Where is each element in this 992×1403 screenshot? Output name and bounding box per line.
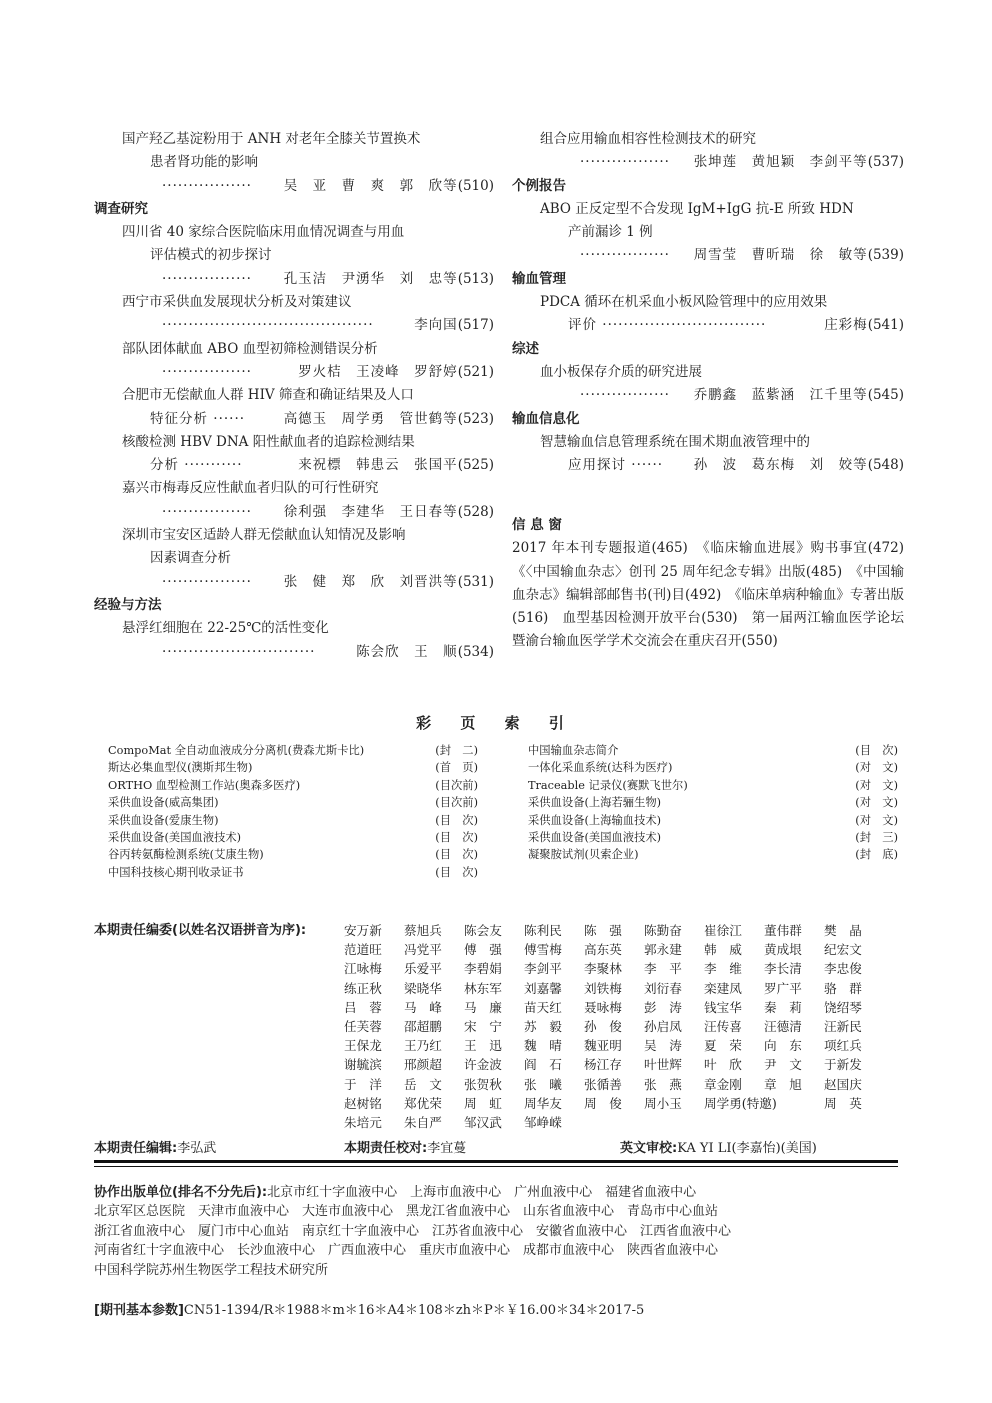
leader-dots: 分析 ··········· [150, 457, 243, 474]
editor-label: 本期责任编辑: [94, 1141, 178, 1156]
editor-name: 苗天红 [524, 999, 562, 1015]
article-page: (545) [867, 387, 904, 404]
editor-name: 吴 涛 [644, 1038, 682, 1054]
editor-name: 张 燕 [644, 1076, 682, 1092]
editor-name: 崔徐江 [704, 923, 742, 938]
editor-name: 谢毓滨 [344, 1057, 382, 1073]
editor-name [764, 1113, 824, 1132]
editor-name: 周 虹 [464, 1095, 502, 1111]
article-title: 组合应用输血相容性检测技术的研究 [540, 131, 756, 147]
editor-name: 聂咏梅 [584, 999, 622, 1015]
editor-name: 傅雪梅 [524, 942, 562, 958]
editor-name: 许金波 [464, 1057, 502, 1073]
editor-name: 韩 威 [704, 942, 742, 958]
editor-name: 项红兵 [824, 1038, 862, 1054]
article-title: 合肥市无偿献血人群 HIV 筛查和确证结果及人口 [122, 387, 414, 404]
color-index-position: (目 次) [435, 848, 478, 862]
color-index-item [108, 864, 478, 881]
cooperation-line: 北京市红十字血液中心 上海市血液中心 广州血液中心 福建省血液中心 [267, 1185, 697, 1200]
color-index-name: 采供血设备(美国血液技术) [528, 831, 662, 845]
color-index-item [528, 742, 898, 759]
editor-name: 范道旺 [344, 942, 382, 958]
cooperation-units [94, 1183, 904, 1280]
article-authors: 李向国 [414, 317, 458, 334]
editor-name: 赵树铭 [344, 1095, 382, 1111]
color-index-position: (封 二) [435, 744, 478, 757]
article-byline [94, 361, 494, 384]
article-byline [512, 151, 904, 174]
editor-name: 向 东 [764, 1038, 802, 1054]
color-index-item [528, 777, 898, 794]
article-title: 嘉兴市梅毒反应性献血者归队的可行性研究 [122, 480, 379, 497]
color-index-item [528, 794, 898, 811]
color-index-item [108, 742, 478, 759]
editor-name: 王 迅 [464, 1038, 502, 1054]
editor-names [344, 921, 884, 1132]
editor-name-row [344, 1075, 884, 1094]
leader-dots: ················· [162, 270, 252, 287]
article-title-continued: 产前漏诊 1 例 [568, 224, 653, 241]
cooperation-label: 协作出版单位(排名不分先后): [94, 1185, 268, 1200]
color-index-left [108, 742, 478, 881]
article-title: 四川省 40 家综合医院临床用血情况调查与用血 [122, 224, 405, 241]
article-byline [94, 314, 494, 337]
editor-name: 董伟群 [764, 923, 802, 938]
article-title: 智慧输血信息管理系统在围术期血液管理中的 [540, 433, 810, 450]
editor-name: 于新发 [824, 1057, 862, 1073]
color-index-position: (封 底) [855, 848, 898, 862]
article-byline [94, 454, 494, 477]
editor-name-row [344, 1094, 884, 1113]
article-title: 部队团体献血 ABO 血型初筛检测错误分析 [122, 340, 378, 357]
article-byline [94, 408, 494, 431]
cooperation-line: 浙江省血液中心 厦门市中心血站 南京红十字血液中心 江苏省血液中心 安徽省血液中心 江西省血液中心 [94, 1223, 732, 1239]
proof-label: 本期责任校对: [344, 1141, 428, 1156]
article-page: (525) [457, 457, 494, 474]
editor-name: 杨江存 [584, 1057, 622, 1073]
editor-name: 周小玉 [644, 1095, 682, 1111]
leader-dots: ················· [580, 247, 670, 264]
editor-name: 周华友 [524, 1095, 562, 1111]
editor-name: 刘嘉馨 [524, 980, 562, 996]
english-label: 英文审校: [620, 1141, 678, 1156]
article-authors: 吴 亚 曹 爽 郭 欣等 [283, 177, 458, 194]
article-title: 西宁市采供血发展现状分析及对策建议 [122, 294, 352, 311]
params-text: CN51-1394/R＊1988＊m＊16＊A4＊108＊zh＊P＊￥16.00＊34＊2017-5 [183, 1303, 645, 1318]
editor-name: 栾建凤 [704, 980, 742, 996]
article-byline [512, 314, 904, 337]
editor-name: 阎 石 [524, 1057, 562, 1073]
editor-name: 郑优荣 [404, 1095, 442, 1111]
editor-name: 叶世辉 [644, 1057, 682, 1073]
color-index-name: 采供血设备(上海若骊生物) [528, 796, 662, 810]
editor-name [824, 1113, 884, 1132]
editor-name: 李 平 [644, 961, 682, 977]
section-heading: 调查研究 [94, 200, 148, 217]
editor-name: 李忠俊 [824, 961, 862, 977]
article-title: ABO 正反定型不合发现 IgM+IgG 抗-E 所致 HDN [540, 200, 854, 217]
article-authors: 来祝標 韩患云 张国平 [298, 457, 458, 474]
editor-name: 张贺秋 [464, 1076, 502, 1092]
color-index-item [528, 846, 898, 863]
article-byline [94, 501, 494, 524]
editor-name-row [344, 959, 884, 978]
editor-name [764, 1094, 824, 1113]
section-heading: 输血管理 [512, 270, 566, 287]
color-index-position: (封 三) [855, 831, 898, 845]
divider-rule-thin [94, 1166, 898, 1167]
info-window-heading: 信 息 窗 [512, 517, 562, 533]
editor-name: 李弘武 [177, 1141, 217, 1156]
article-byline [512, 244, 904, 267]
editor-name: 周学勇(特邀) [704, 1095, 777, 1111]
color-index-name: CompoMat 全自动血液成分分离机(费森尤斯卡比) [108, 744, 365, 757]
editor-name: 彭 涛 [644, 999, 682, 1015]
editor-name: 汪传喜 [704, 1019, 742, 1035]
editor-name: 朱自严 [404, 1115, 442, 1131]
article-page: (534) [457, 643, 494, 660]
editor-name: 赵国庆 [824, 1076, 862, 1092]
article-page: (523) [457, 410, 494, 427]
editor-name: 秦 莉 [764, 999, 802, 1015]
editor-name: 邵超鹏 [404, 1019, 442, 1035]
divider-rule-thick [94, 1160, 898, 1163]
article-title-continued: 因素调查分析 [150, 550, 231, 567]
color-index-name: 采供血设备(上海输血技术) [528, 813, 662, 827]
article-authors: 孔玉洁 尹湧华 刘 忠等 [283, 270, 458, 287]
editor-name: 樊 晶 [824, 923, 862, 938]
editor-name: 郭永建 [644, 942, 682, 958]
section-heading: 经验与方法 [94, 596, 162, 613]
editor-name: 练正秋 [344, 980, 382, 996]
editor-name: 于 洋 [344, 1076, 382, 1092]
editor-name: 魏亚明 [584, 1038, 622, 1054]
color-index-position: (目 次) [435, 831, 478, 845]
editor-name: 纪宏文 [824, 942, 862, 958]
editor-name: 钱宝华 [704, 999, 742, 1015]
color-index-item [108, 777, 478, 794]
editor-name: 周 英 [824, 1095, 862, 1111]
color-index-name: 斯达必集血型仪(澳斯邦生物) [108, 761, 253, 775]
article-page: (537) [867, 154, 904, 171]
editor-name: 安万新 [344, 923, 382, 938]
editor-name [584, 1113, 644, 1132]
editor-name: 饶绍琴 [824, 999, 862, 1015]
leader-dots: ················· [162, 363, 252, 380]
article-page: (541) [867, 317, 904, 334]
editor-name: 魏 晴 [524, 1038, 562, 1054]
article-page: (548) [867, 457, 904, 474]
article-page: (539) [867, 247, 904, 264]
leader-dots: ················· [162, 573, 252, 590]
editor-name-row [344, 1055, 884, 1074]
leader-dots: ········································ [162, 317, 374, 334]
editor-name: 王保龙 [344, 1038, 382, 1054]
article-page: (521) [457, 363, 494, 380]
editor-name-row [344, 921, 884, 940]
color-index-name: 中国输血杂志简介 [528, 744, 619, 757]
color-index-item [108, 794, 478, 811]
editor-name: 宋 宁 [464, 1019, 502, 1035]
editor-name: 王乃红 [404, 1038, 442, 1054]
section-heading: 综述 [512, 340, 539, 357]
journal-params [94, 1299, 644, 1318]
editor-name: 张循善 [584, 1076, 622, 1092]
color-index-item [108, 759, 478, 776]
color-index-name: 谷丙转氨酶检测系统(艾康生物) [108, 848, 264, 862]
color-index-item [528, 812, 898, 829]
toc-left-column [94, 128, 494, 664]
cooperation-line: 河南省红十字血液中心 长沙血液中心 广西血液中心 重庆市血液中心 成都市血液中心 陕西省血液中心 [94, 1243, 719, 1259]
article-title-continued: 评估模式的初步探讨 [150, 247, 272, 264]
editor-name: 夏 荣 [704, 1038, 742, 1054]
editor-name [644, 1113, 704, 1132]
editor-name: 张 曦 [524, 1076, 562, 1092]
editor-name: 邹峥嵘 [524, 1115, 562, 1131]
editor-name: 陈 强 [584, 923, 622, 938]
article-title: 国产羟乙基淀粉用于 ANH 对老年全膝关节置换术 [122, 131, 421, 147]
english-name: KA YI LI(李嘉怡)(美国) [677, 1141, 817, 1156]
editor-name: 高东英 [584, 942, 622, 958]
color-index-position: (对 文) [855, 813, 898, 827]
staff-line [94, 1137, 904, 1156]
article-page: (513) [457, 270, 494, 287]
article-byline [512, 454, 904, 477]
color-page-index-heading: 彩 页 索 引 [416, 714, 576, 732]
color-index-name: 中国科技核心期刊收录证书 [108, 865, 244, 879]
color-index-position: (对 文) [855, 778, 898, 792]
color-index-position: (对 文) [855, 796, 898, 810]
params-label: [期刊基本参数] [94, 1303, 184, 1318]
color-index-position: (目次前) [435, 796, 478, 810]
color-index-position: (目 次) [435, 813, 478, 827]
article-title: 悬浮红细胞在 22-25℃的活性变化 [122, 620, 329, 637]
editor-name: 李剑平 [524, 961, 562, 977]
editor-name: 冯党平 [404, 942, 442, 958]
editor-name: 汪新民 [824, 1019, 862, 1035]
editor-name: 傅 强 [464, 942, 502, 958]
editor-name: 孙 俊 [584, 1019, 622, 1035]
editor-name: 章金刚 [704, 1076, 742, 1092]
article-byline [512, 384, 904, 407]
info-window-text: 2017 年本刊专题报道(465) 《临床输血进展》购书事宜(472) 《〈中国输血杂志〉创刊 25 周年纪念专辑》出版(485) 《中国输血杂志》编辑部邮售书(刊)目(492) 《临床单病种输血》专著出版(516) 血型基因检测开放平台(530) 第一届两江输血医学论坛暨渝台输血医学学术交流会在重庆召开(550) [512, 540, 918, 650]
color-index-item [108, 829, 478, 846]
editor-name: 吕 蓉 [344, 999, 382, 1015]
color-index-name: 一体化采血系统(达科为医疗) [528, 761, 673, 775]
section-heading: 个例报告 [512, 177, 566, 194]
editor-name: 陈利民 [524, 923, 562, 938]
editor-name: 马 峰 [404, 999, 442, 1015]
leader-dots: ····························· [162, 643, 316, 660]
editor-name: 章 旭 [764, 1076, 802, 1092]
editor-name: 刘铁梅 [584, 980, 622, 996]
article-byline [94, 641, 494, 664]
editor-name: 刘衍春 [644, 980, 682, 996]
editor-name: 孙启凤 [644, 1019, 682, 1035]
color-index-position: (目次前) [435, 778, 478, 792]
article-byline [94, 175, 494, 198]
editor-name: 岳 文 [404, 1076, 442, 1092]
editor-name: 李碧娟 [464, 961, 502, 977]
editor-name: 李 维 [704, 961, 742, 977]
color-index-position: (首 页) [435, 761, 478, 775]
article-page: (517) [457, 317, 494, 334]
color-index-name: 采供血设备(威高集团) [108, 796, 219, 810]
leader-dots: ················· [580, 387, 670, 404]
color-index-name: ORTHO 血型检测工作站(奥森多医疗) [108, 778, 301, 792]
leader-dots: ················· [580, 154, 670, 171]
article-page: (531) [457, 573, 494, 590]
editor-name: 尹 文 [764, 1057, 802, 1073]
color-index-name: 采供血设备(爱康生物) [108, 813, 219, 827]
article-authors: 罗火桔 王凌峰 罗舒婷 [298, 363, 458, 380]
article-title: 核酸检测 HBV DNA 阳性献血者的追踪检测结果 [122, 433, 415, 450]
editor-name: 汪德清 [764, 1019, 802, 1035]
editor-name: 陈勤奋 [644, 923, 682, 938]
editorial-board-label: 本期责任编委(以姓名汉语拼音为序): [94, 923, 307, 938]
color-index-position: (目 次) [855, 744, 898, 757]
article-authors: 张 健 郑 欣 刘晋洪等 [283, 573, 458, 590]
toc-right-column [512, 128, 904, 477]
color-index-item [108, 812, 478, 829]
editor-name-row [344, 940, 884, 959]
editor-name: 林东军 [464, 980, 502, 996]
color-index-position: (目 次) [435, 865, 478, 879]
editor-name-row [344, 1113, 884, 1132]
color-index-right [528, 742, 898, 864]
article-authors: 高德玉 周学勇 管世鹤等 [283, 410, 458, 427]
editor-name-row [344, 998, 884, 1017]
article-authors: 张坤莲 黄旭颖 李剑平等 [693, 154, 868, 171]
article-title: 深圳市宝安区适龄人群无偿献血认知情况及影响 [122, 527, 406, 544]
editor-name: 邹汉武 [464, 1115, 502, 1131]
leader-dots: ················· [162, 503, 252, 520]
leader-dots: ················· [162, 177, 252, 194]
article-authors: 陈会欣 王 顺 [356, 643, 458, 660]
article-authors: 徐利强 李建华 王日春等 [283, 503, 458, 520]
editor-name: 骆 群 [824, 980, 862, 996]
editor-name: 罗广平 [764, 980, 802, 996]
editor-name: 梁晓华 [404, 980, 442, 996]
article-page: (528) [457, 503, 494, 520]
editor-name: 黄成垠 [764, 942, 802, 958]
color-index-name: 凝聚胺试剂(贝索企业) [528, 848, 639, 862]
leader-dots: 特征分析 ······ [150, 410, 246, 427]
article-page: (510) [457, 177, 494, 194]
color-index-name: 采供血设备(美国血液技术) [108, 831, 242, 845]
color-index-item [108, 846, 478, 863]
editor-name: 李聚林 [584, 961, 622, 977]
color-index-name: Traceable 记录仪(赛默飞世尔) [528, 778, 688, 792]
editor-name: 蔡旭兵 [404, 923, 442, 938]
leader-dots: 应用探讨 ······ [568, 457, 664, 474]
color-index-item [528, 759, 898, 776]
info-window [512, 514, 918, 654]
editor-name: 周 俊 [584, 1095, 622, 1111]
article-title-continued: 患者肾功能的影响 [150, 154, 258, 171]
article-title: 血小板保存介质的研究进展 [540, 363, 702, 380]
article-authors: 乔鹏鑫 蓝紫涵 江千里等 [693, 387, 868, 404]
article-authors: 周雪莹 曹昕瑞 徐 敏等 [693, 247, 868, 264]
leader-dots: 评价 ······························· [568, 317, 767, 334]
editor-name: 任芙蓉 [344, 1019, 382, 1035]
article-byline [94, 268, 494, 291]
cooperation-line: 中国科学院苏州生物医学工程技术研究所 [94, 1262, 329, 1278]
article-authors: 庄彩梅 [824, 317, 868, 334]
editor-name: 苏 毅 [524, 1019, 562, 1035]
editor-name [704, 1113, 764, 1132]
editor-name: 朱培元 [344, 1115, 382, 1131]
editor-name: 陈会友 [464, 923, 502, 938]
editor-name: 乐爱平 [404, 961, 442, 977]
editor-name: 叶 欣 [704, 1057, 742, 1073]
color-index-item [528, 829, 898, 846]
article-title: PDCA 循环在机采血小板风险管理中的应用效果 [540, 294, 828, 311]
color-index-position: (对 文) [855, 761, 898, 775]
article-authors: 孙 波 葛东梅 刘 姣等 [693, 457, 868, 474]
editor-name: 邢颜超 [404, 1057, 442, 1073]
editor-name-row [344, 1036, 884, 1055]
editor-name: 马 廉 [464, 999, 502, 1015]
section-heading: 输血信息化 [512, 410, 580, 427]
editor-name-row [344, 979, 884, 998]
editor-name: 江咏梅 [344, 961, 382, 977]
editor-name-row [344, 1017, 884, 1036]
cooperation-line: 北京军区总医院 天津市血液中心 大连市血液中心 黑龙江省血液中心 山东省血液中心 青岛市中心血站 [94, 1204, 719, 1220]
article-byline [94, 571, 494, 594]
proof-name: 李宜蔓 [427, 1141, 467, 1156]
editor-name: 李长清 [764, 961, 802, 977]
